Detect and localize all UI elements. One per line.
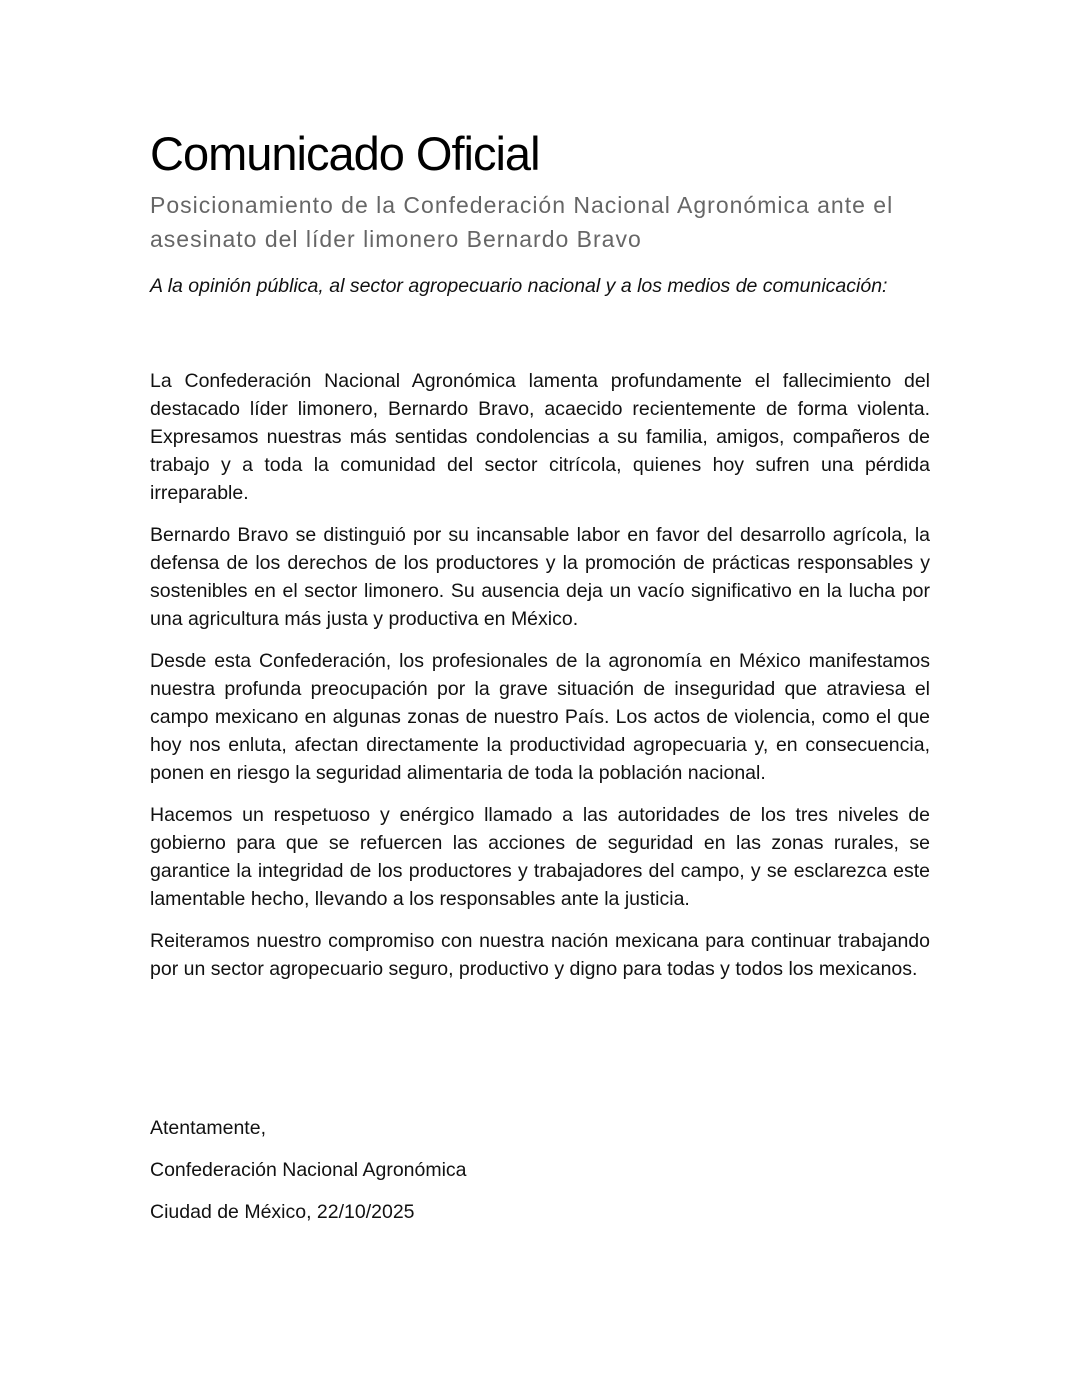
document-page — [150, 126, 930, 997]
body-paragraphs — [150, 367, 930, 983]
paragraph-call-to-authorities: Hacemos un respetuoso y enérgico llamado a las autoridades de los tres niveles de gobierno para que se refuercen las acciones de seguridad en las zonas rurales, se garantice la integridad de los productores y trabajadores del campo, y se esclarezca este lamentable hecho, llevando a los responsables ante la justicia. — [150, 804, 930, 910]
closing-block — [150, 1114, 750, 1240]
paragraph-commitment: Reiteramos nuestro compromiso con nuestra nación mexicana para continuar trabajando por un sector agropecuario seguro, productivo y digno para todas y todos los mexicanos. — [150, 930, 930, 980]
valediction: Atentamente, — [150, 1117, 266, 1139]
document-title: Comunicado Oficial — [150, 127, 540, 180]
paragraph-condolences: La Confederación Nacional Agronómica lamenta profundamente el fallecimiento del destacado líder limonero, Bernardo Bravo, acaecido recientemente de forma violenta. Expresamos nuestras más sentidas condolencias a su familia, amigos, compañeros de trabajo y a toda la comunidad del sector citrícola, quienes hoy sufren una pérdida irreparable. — [150, 370, 930, 504]
salutation: A la opinión pública, al sector agropecuario nacional y a los medios de comunicación: — [150, 275, 888, 297]
paragraph-tribute: Bernardo Bravo se distinguió por su incansable labor en favor del desarrollo agrícola, la defensa de los derechos de los productores y la promoción de prácticas responsables y sostenibles en el sector limonero. Su ausencia deja un vacío significativo en la lucha por una agricultura más justa y productiva en México. — [150, 524, 930, 630]
place-date: Ciudad de México, 22/10/2025 — [150, 1201, 415, 1223]
signatory: Confederación Nacional Agronómica — [150, 1159, 467, 1181]
paragraph-insecurity-concern: Desde esta Confederación, los profesionales de la agronomía en México manifestamos nuestra profunda preocupación por la grave situación de inseguridad que atraviesa el campo mexicano en algunas zonas de nuestro País. Los actos de violencia, como el que hoy nos enluta, afectan directamente la productividad agropecuaria y, en consecuencia, ponen en riesgo la seguridad alimentaria de toda la población nacional. — [150, 650, 930, 784]
document-subtitle: Posicionamiento de la Confederación Nacional Agronómica ante el asesinato del líder limonero Bernardo Bravo — [150, 192, 894, 252]
